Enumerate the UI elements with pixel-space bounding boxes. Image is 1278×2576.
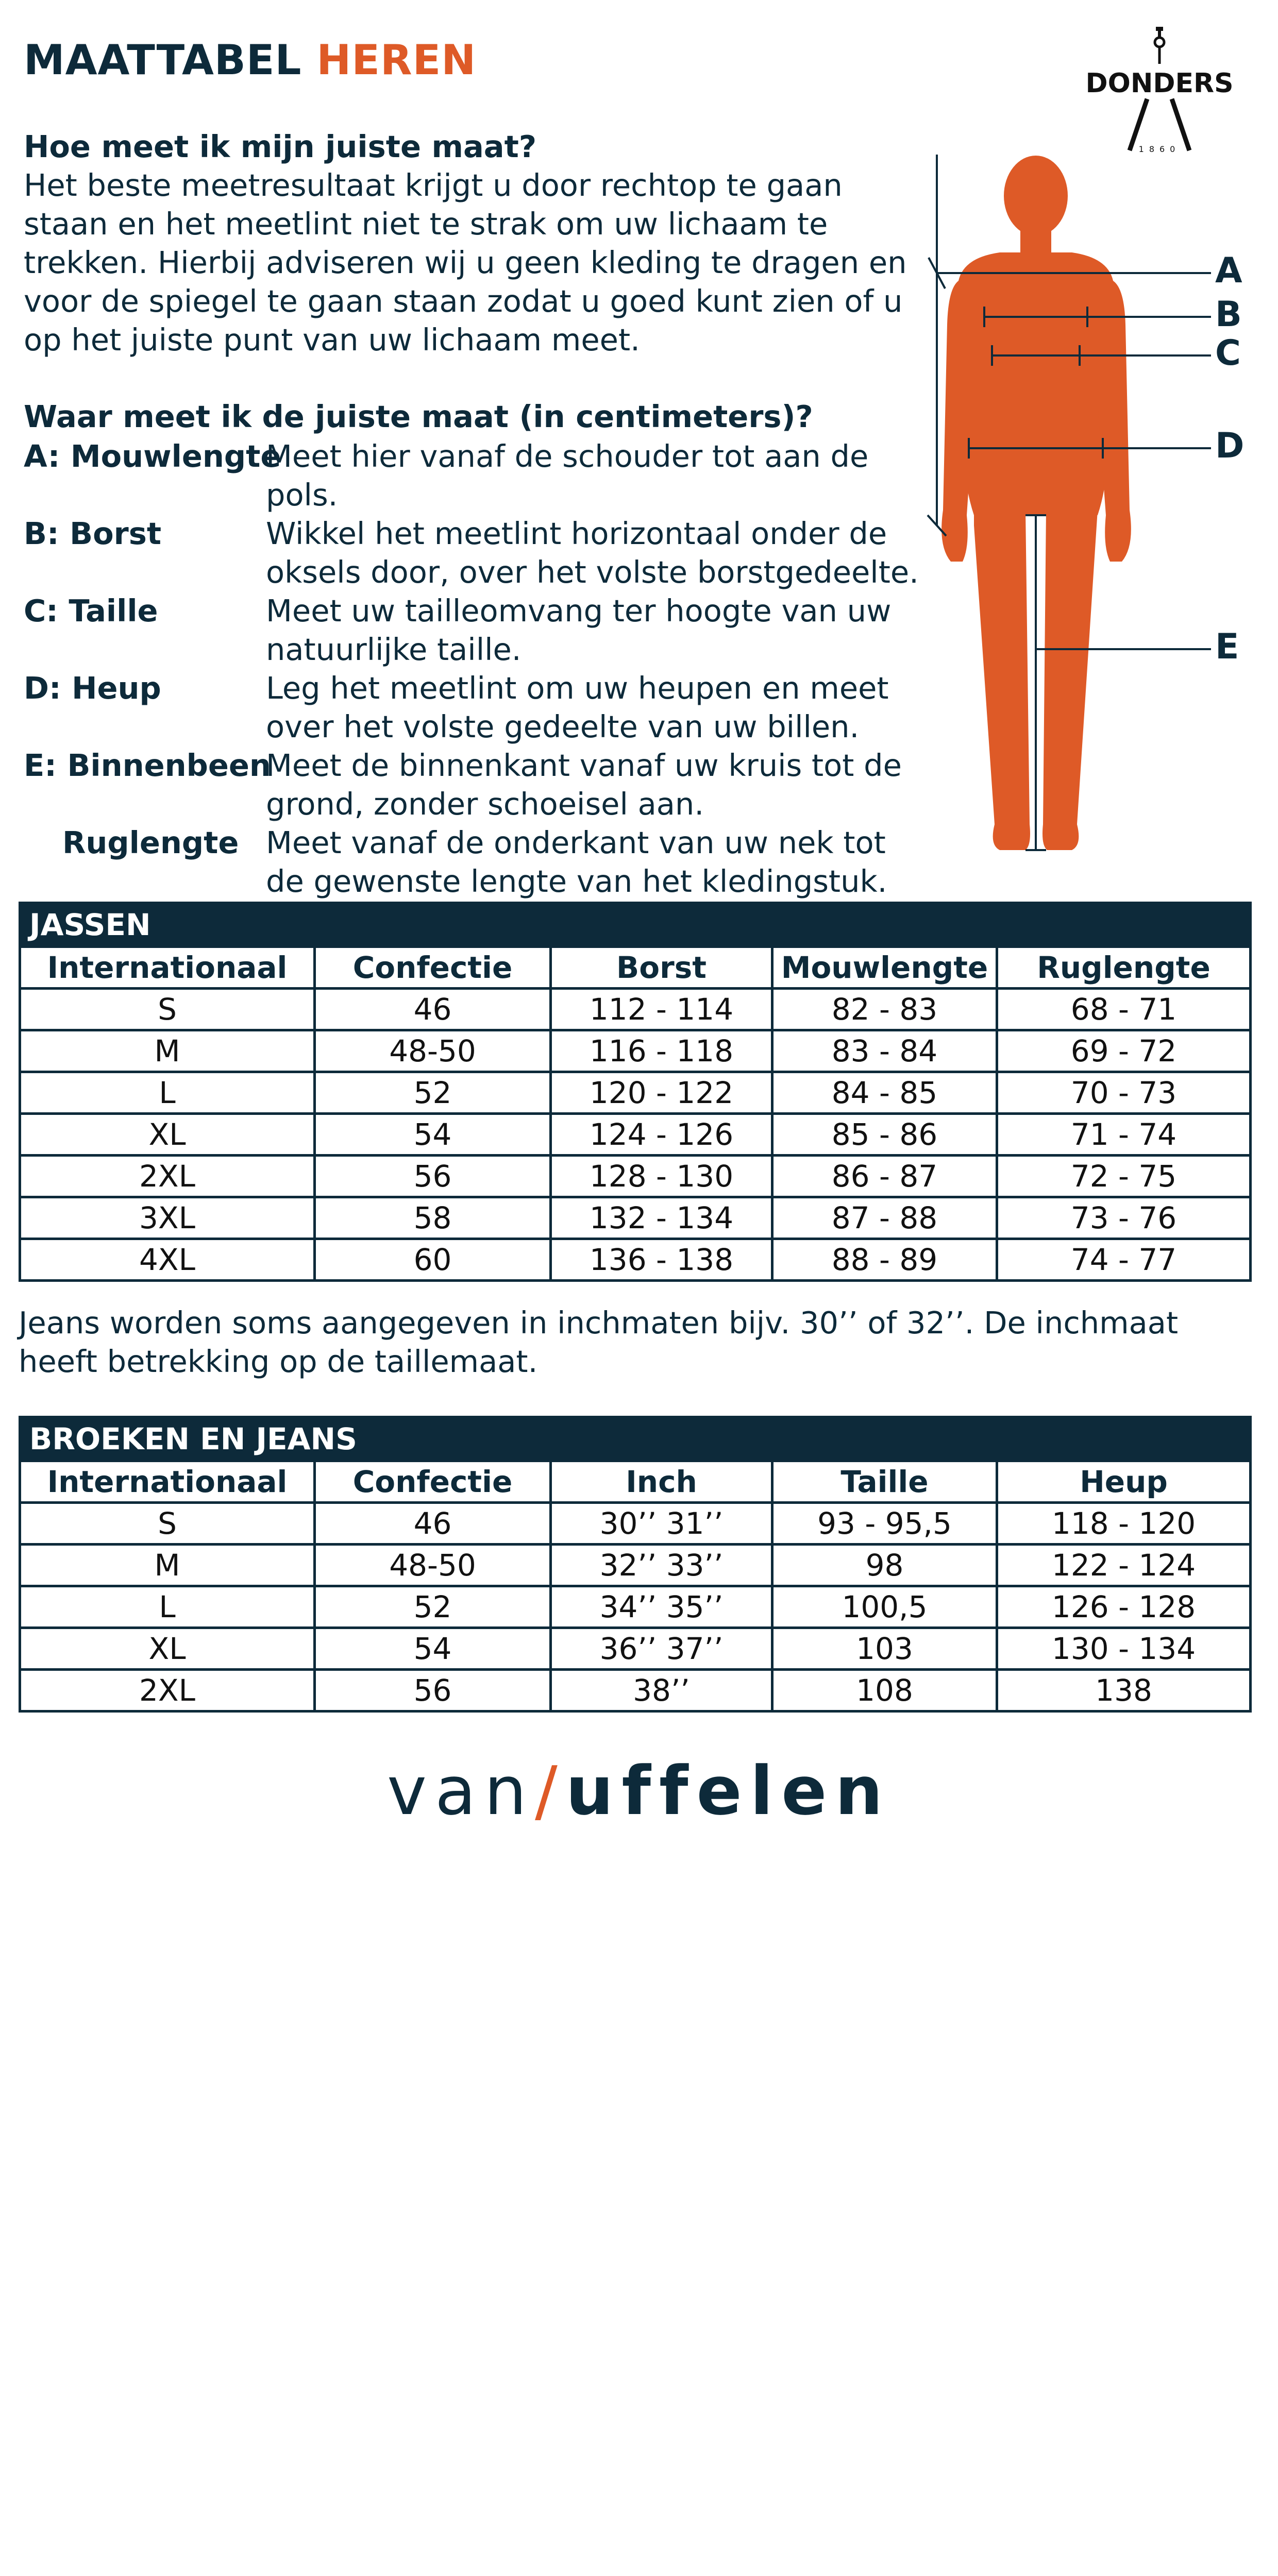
column-header: Mouwlengte <box>772 947 997 989</box>
table-cell: 100,5 <box>772 1586 997 1628</box>
table-caption: BROEKEN EN JEANS <box>20 1417 1251 1461</box>
table-row <box>20 1503 1251 1545</box>
table-cell: 118 - 120 <box>997 1503 1251 1545</box>
measure-desc: Wikkel het meetlint horizontaal onder de oksels door, over het volste borstgedeelte. <box>266 516 919 590</box>
table-cell: 52 <box>315 1586 551 1628</box>
table-cell: 124 - 126 <box>551 1114 772 1156</box>
table-cell: 70 - 73 <box>997 1072 1251 1114</box>
table-cell: 3XL <box>20 1197 315 1239</box>
table-cell: L <box>20 1586 315 1628</box>
table-cell: XL <box>20 1114 315 1156</box>
measure-item <box>24 591 931 669</box>
brand-slash: / <box>535 1752 566 1830</box>
table-cell: 128 - 130 <box>551 1156 772 1197</box>
table-cell: 93 - 95,5 <box>772 1503 997 1545</box>
table-row <box>20 1545 1251 1586</box>
measure-item <box>24 746 931 823</box>
table-cell: 48-50 <box>315 1545 551 1586</box>
table-cell: 58 <box>315 1197 551 1239</box>
table-header-row <box>20 1461 1251 1503</box>
label-b: B <box>1215 294 1242 335</box>
label-c: C <box>1215 333 1241 374</box>
table-cell: 130 - 134 <box>997 1628 1251 1670</box>
table-cell: 120 - 122 <box>551 1072 772 1114</box>
table-cell: 116 - 118 <box>551 1030 772 1072</box>
table-cell: 122 - 124 <box>997 1545 1251 1586</box>
measure-desc: Meet uw tailleomvang ter hoogte van uw natuurlijke taille. <box>266 593 892 667</box>
table-cell: 103 <box>772 1628 997 1670</box>
label-d: D <box>1215 426 1245 466</box>
table-cell: 138 <box>997 1670 1251 1711</box>
column-header: Internationaal <box>20 947 315 989</box>
page-title <box>24 36 476 84</box>
table-row <box>20 1670 1251 1711</box>
measure-term: Ruglengte <box>62 825 239 860</box>
table-row <box>20 1114 1251 1156</box>
table-cell: 2XL <box>20 1156 315 1197</box>
measure-desc: Leg het meetlint om uw heupen en meet over het volste gedeelte van uw billen. <box>266 670 889 744</box>
column-header: Heup <box>997 1461 1251 1503</box>
measure-term: A: Mouwlengte <box>24 438 281 474</box>
column-header: Taille <box>772 1461 997 1503</box>
column-header: Inch <box>551 1461 772 1503</box>
table-header-row <box>20 947 1251 989</box>
table-cell: 36’’ 37’’ <box>551 1628 772 1670</box>
table-cell: 52 <box>315 1072 551 1114</box>
table-cell: 98 <box>772 1545 997 1586</box>
table-cell: 60 <box>315 1239 551 1281</box>
table-cell: M <box>20 1545 315 1586</box>
body-silhouette-icon <box>922 155 1257 876</box>
table-row <box>20 1156 1251 1197</box>
table-cell: 108 <box>772 1670 997 1711</box>
table-cell: 48-50 <box>315 1030 551 1072</box>
table-cell: 32’’ 33’’ <box>551 1545 772 1586</box>
table-cell: 85 - 86 <box>772 1114 997 1156</box>
table-cell: 86 - 87 <box>772 1156 997 1197</box>
column-header: Borst <box>551 947 772 989</box>
brand-part2: uffelen <box>565 1752 891 1830</box>
measure-desc: Meet de binnenkant vanaf uw kruis tot de grond, zonder schoeisel aan. <box>266 748 902 822</box>
measure-term: E: Binnenbeen <box>24 748 271 783</box>
brand-logo <box>0 1752 1278 1830</box>
table-cell: 132 - 134 <box>551 1197 772 1239</box>
table-cell: 84 - 85 <box>772 1072 997 1114</box>
table-cell: 71 - 74 <box>997 1114 1251 1156</box>
logo-year: 1860 <box>1138 144 1181 154</box>
title-accent: HEREN <box>316 36 477 84</box>
table-cell: 54 <box>315 1114 551 1156</box>
table-cell: 46 <box>315 989 551 1030</box>
jassen-table <box>19 902 1252 1282</box>
table-cell: S <box>20 989 315 1030</box>
measure-desc: Meet hier vanaf de schouder tot aan de pols. <box>266 438 869 513</box>
table-cell: 126 - 128 <box>997 1586 1251 1628</box>
measure-item <box>24 669 931 746</box>
measure-item <box>24 514 931 591</box>
broeken-table <box>19 1416 1252 1713</box>
table-cell: 30’’ 31’’ <box>551 1503 772 1545</box>
measure-term: D: Heup <box>24 670 161 706</box>
measure-item <box>24 823 931 901</box>
label-e: E <box>1215 626 1239 667</box>
measure-term: B: Borst <box>24 516 162 551</box>
table-cell: 68 - 71 <box>997 989 1251 1030</box>
measure-term: C: Taille <box>24 593 158 629</box>
column-header: Confectie <box>315 947 551 989</box>
table-cell: S <box>20 1503 315 1545</box>
table-row <box>20 1586 1251 1628</box>
table-row <box>20 1197 1251 1239</box>
table-cell: 73 - 76 <box>997 1197 1251 1239</box>
table-cell: 74 - 77 <box>997 1239 1251 1281</box>
intro-heading: Hoe meet ik mijn juiste maat? <box>24 129 537 164</box>
measure-item <box>24 437 931 514</box>
column-header: Ruglengte <box>997 947 1251 989</box>
table-cell: 72 - 75 <box>997 1156 1251 1197</box>
table-cell: 2XL <box>20 1670 315 1711</box>
table-cell: M <box>20 1030 315 1072</box>
intro-text: Het beste meetresultaat krijgt u door rechtop te gaan staan en het meetlint niet te strak om uw lichaam te trekken. Hierbij adviseren wij u geen kleding te dragen en voor de spiegel te gaan staan zodat u goed kunt zien of u op het juiste punt van uw lichaam meet. <box>24 167 907 358</box>
label-a: A <box>1215 250 1242 291</box>
table-cell: 88 - 89 <box>772 1239 997 1281</box>
table-cell: 34’’ 35’’ <box>551 1586 772 1628</box>
measure-heading: Waar meet ik de juiste maat (in centimeters)? <box>24 399 813 434</box>
table-cell: 56 <box>315 1156 551 1197</box>
table-cell: 56 <box>315 1670 551 1711</box>
body-figure <box>922 155 1257 876</box>
column-header: Internationaal <box>20 1461 315 1503</box>
table-cell: XL <box>20 1628 315 1670</box>
table-row <box>20 1628 1251 1670</box>
table-row <box>20 1072 1251 1114</box>
table-cell: 82 - 83 <box>772 989 997 1030</box>
brand-part1: van <box>387 1752 535 1830</box>
table-row <box>20 1030 1251 1072</box>
logo-wordmark: DONDERS <box>1085 68 1234 99</box>
table-cell: 38’’ <box>551 1670 772 1711</box>
donders-logo <box>1082 27 1237 161</box>
table-cell: 46 <box>315 1503 551 1545</box>
table-cell: 4XL <box>20 1239 315 1281</box>
table-cell: 136 - 138 <box>551 1239 772 1281</box>
table-cell: 83 - 84 <box>772 1030 997 1072</box>
table-cell: 69 - 72 <box>997 1030 1251 1072</box>
table-caption: JASSEN <box>20 903 1251 947</box>
table-cell: 87 - 88 <box>772 1197 997 1239</box>
measure-list <box>24 437 931 901</box>
table-row <box>20 1239 1251 1281</box>
table-cell: L <box>20 1072 315 1114</box>
column-header: Confectie <box>315 1461 551 1503</box>
inch-note: Jeans worden soms aangegeven in inchmaten bijv. 30’’ of 32’’. De inchmaat heeft betrekking op de taillemaat. <box>19 1305 1179 1379</box>
table-cell: 112 - 114 <box>551 989 772 1030</box>
table-row <box>20 989 1251 1030</box>
table-cell: 54 <box>315 1628 551 1670</box>
title-main: MAATTABEL <box>24 36 302 84</box>
measure-desc: Meet vanaf de onderkant van uw nek tot de gewenste lengte van het kledingstuk. <box>266 825 887 899</box>
